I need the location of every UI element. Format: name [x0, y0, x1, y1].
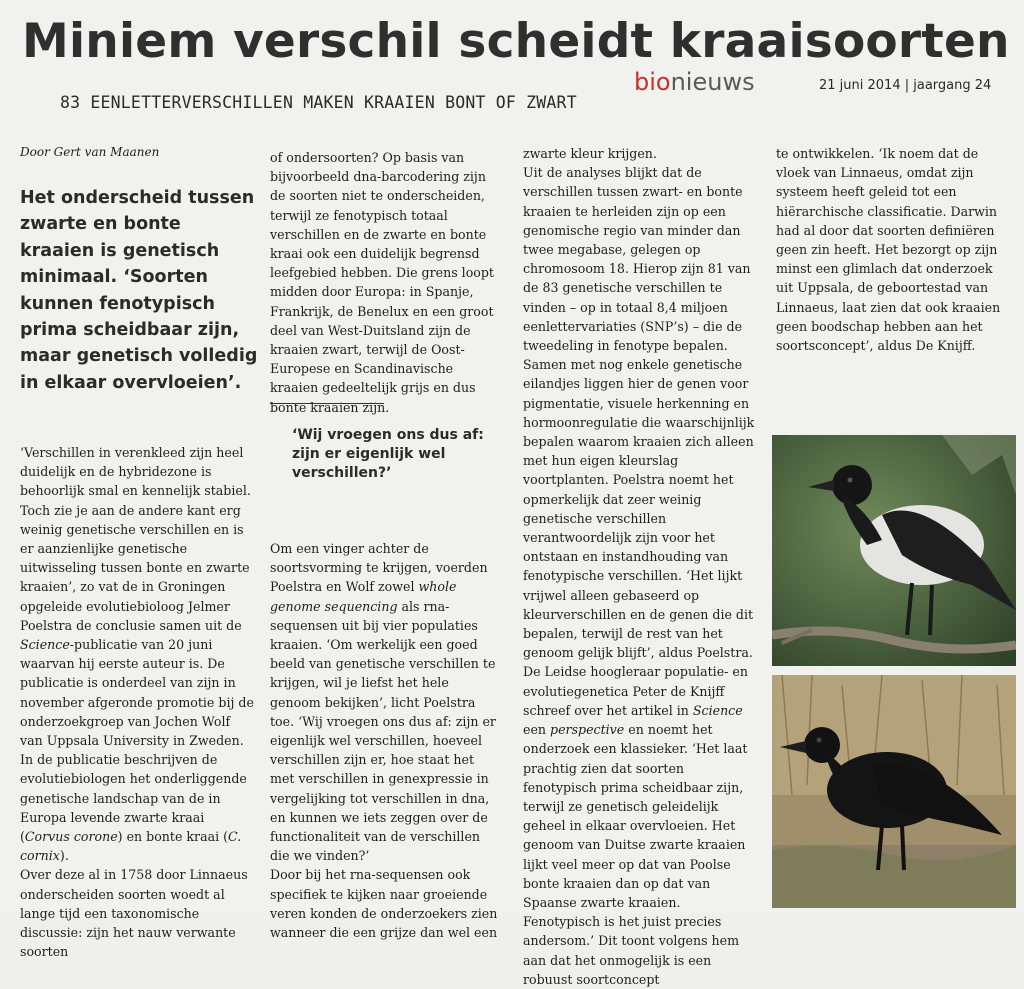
col1-italic-science: Science	[20, 637, 70, 653]
column-1	[20, 443, 254, 961]
col2-paragraph-3: Door bij het rna-sequensen ook specifiek te kijken naar groeiende veren konden de onderzoekers zien wanneer die een grijze dan wel een	[270, 867, 498, 941]
subheadline: 83 EENLETTERVERSCHILLEN MAKEN KRAAIEN BONT OF ZWART	[60, 93, 577, 112]
brand-nieuws: nieuws	[670, 68, 755, 96]
column-2-top	[270, 148, 500, 417]
col1-text-b: -publicatie van 20 juni waarvan hij eerste auteur is. De publicatie is onderdeel van zijn in november afgeronde promotie bij de onderzoekgroep van Jochen Wolf van Uppsala University in Zweden. In de publicatie beschrijven de evolutiebiologen het onderliggende genetische landschap van de in Europa levende zwarte kraai (	[20, 637, 254, 845]
col1-paragraph-1	[20, 443, 254, 865]
col1-text-c: ) en bonte kraai (	[117, 829, 229, 845]
pullquote-divider	[270, 403, 384, 404]
col2-paragraph-2	[270, 539, 500, 865]
col2-paragraph-1: of ondersoorten? Op basis van bijvoorbeeld dna-barcodering zijn de soorten niet te onderscheiden, terwijl ze fenotypisch totaal verschillen en de zwarte en bonte kraai ook een duidelijk begrensd leefgebied hebben. Die grens loopt midden door Europa: in Spanje, Frankrijk, de Benelux en een groot deel van West-Duitsland zijn de kraaien zwart, terwijl de Oost-Europese en Scandinavische kraaien gedeeltelijk grijs en dus bonte kraaien zijn.	[270, 150, 494, 415]
col1-species-1: Corvus corone	[24, 829, 118, 845]
brand-logo	[634, 68, 755, 96]
col3-italic-science: Science	[692, 702, 743, 718]
pullquote: ‘Wij vroegen ons dus af: zijn er eigenlijk wel verschillen?’	[292, 427, 484, 481]
col1-text-a: ‘Verschillen in verenkleed zijn heel duidelijk en de hybridezone is behoorlijk smal en kennelijk stabiel. Toch zie je aan de andere kant erg weinig genetische verschillen en is er aanzienlijke genetische uitwisseling tussen bonte en zwarte kraaien’, zo vat de in Groningen opgeleide evolutiebioloog Jelmer Poelstra de conclusie samen uit de	[20, 445, 251, 633]
byline: Door Gert van Maanen	[20, 145, 160, 159]
headline: Miniem verschil scheidt kraaisoorten	[22, 14, 1010, 69]
col3-paragraph-1: zwarte kleur krijgen.	[523, 146, 657, 161]
col2-text-b: als rna-sequensen uit bij vier populaties kraaien. ‘Om werkelijk een goed beeld van genetische verschillen te krijgen, wil je liefst het hele genoom bekijken’, licht Poelstra toe. ‘Wij vroegen ons dus af: zijn er eigenlijk wel verschillen, hoeveel verschillen zijn er, hoe staat het met verschillen in genexpressie in vergelijking tot verschillen in dna, en kunnen we iets zeggen over de functionaliteit van de verschillen die we vinden?’	[270, 598, 496, 864]
col1-text-d: ).	[59, 848, 69, 864]
col3-text-b: een	[523, 722, 551, 738]
brand-bio: bio	[634, 68, 671, 96]
lead-paragraph: Het onderscheid tussen zwarte en bonte kraaien is genetisch minimaal. ‘Soorten kunnen fenotypisch prima scheidbaar zijn, maar genetisch volledig in elkaar overvloeien’.	[20, 188, 258, 393]
col3-text-a: De Leidse hoogleraar populatie- en evolutiegenetica Peter de Knijff schreef over het artikel in	[523, 664, 748, 718]
carrion-crow-photo	[772, 675, 1016, 908]
col1-paragraph-2: Over deze al in 1758 door Linnaeus onderscheiden soorten woedt al lange tijd een taxonomische discussie: zijn het nauw verwante soorten	[20, 867, 248, 960]
col3-paragraph-2: Uit de analyses blijkt dat de verschillen tussen zwart- en bonte kraaien te herleiden zijn op een genomische regio van minder dan twee megabase, gelegen op chromosoom 18. Hierop zijn 81 van de 83 genetische verschillen te vinden – op in totaal 8,4 miljoen eenlettervariaties (SNP’s) – die de tweedeling in fenotype bepalen. Samen met nog enkele genetische eilandjes liggen hier de genen voor pigmentatie, visuele herkenning en hormoonregulatie die waarschijnlijk bepalen waarom kraaien zich alleen met hun eigen kleurslag voortplanten. Poelstra noemt het opmerkelijk dat zeer weinig genetische verschillen verantwoordelijk zijn voor het ontstaan en instandhouding van fenotypische verschillen. ‘Het lijkt vrijwel alleen gebaseerd op kleurverschillen en de genen die dit bepalen, terwijl de rest van het genoom gelijk blijft’, aldus Poelstra.	[523, 165, 755, 661]
col3-italic-perspective: perspective	[550, 722, 625, 738]
column-4	[776, 144, 1008, 355]
col2-italic-wgs: whole genome sequencing	[270, 579, 457, 614]
col1-species-2: C. cornix	[20, 829, 242, 864]
column-2-bottom	[270, 539, 500, 942]
dateline: 21 juni 2014 | jaargang 24	[819, 78, 992, 93]
col4-paragraph-1: te ontwikkelen. ‘Ik noem dat de vloek van Linnaeus, omdat zijn systeem heeft geleid tot een hiërarchische classificatie. Darwin had al door dat soorten definiëren geen zin heeft. Het bezorgt op zijn minst een glimlach dat onderzoek uit Uppsala, de geboortestad van Linnaeus, laat zien dat ook kraaien geen boodschap hebben aan het soortsconcept’, aldus De Knijff.	[776, 146, 1001, 354]
col2-text-a: Om een vinger achter de soortsvorming te krijgen, voerden Poelstra en Wolf zowel	[270, 541, 488, 595]
column-3	[523, 144, 761, 989]
col3-paragraph-3	[523, 662, 761, 988]
hooded-crow-photo	[772, 435, 1016, 666]
col3-text-c: en noemt het onderzoek een klassieker. ‘Het laat prachtig zien dat soorten fenotypisch prima scheidbaar zijn, terwijl ze genetisch geleidelijk geheel in elkaar overvloeien. Het genoom van Duitse zwarte kraaien lijkt veel meer op dat van Poolse bonte kraaien dan op dat van Spaanse zwarte kraaien. Fenotypisch is het juist precies andersom.’ Dit toont volgens hem aan dat het onmogelijk is een robuust soortconcept	[523, 722, 748, 987]
